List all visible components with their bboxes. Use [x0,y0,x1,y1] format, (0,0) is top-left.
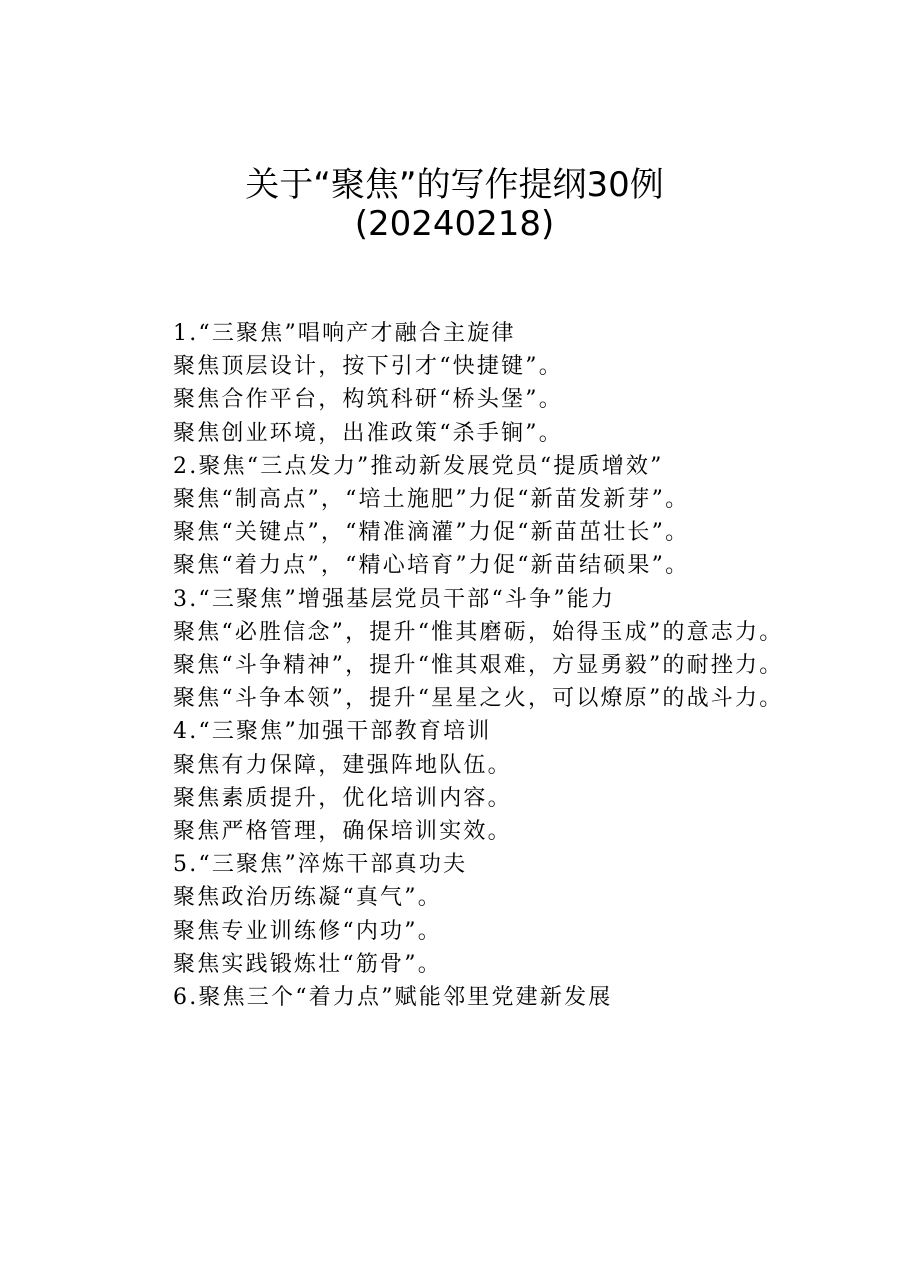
body-paragraph: 聚焦“制高点”，“培土施肥”力促“新苗发新芽”。 [173,487,690,513]
body-paragraph: 聚焦“斗争精神”，提升“惟其艰难，方显勇毅”的耐挫力。 [173,653,784,679]
body-paragraph: 聚焦“必胜信念”，提升“惟其磨砺，始得玉成”的意志力。 [173,619,784,645]
document-date: (20240218) [354,204,555,244]
section-heading: 4.“三聚焦”加强干部教育培训 [173,719,492,745]
body-paragraph: 聚焦实践锻炼壮“筋骨”。 [173,951,442,977]
body-paragraph: 聚焦专业训练修“内功”。 [173,918,442,944]
body-paragraph: 聚焦“关键点”，“精准滴灌”力促“新苗茁壮长”。 [173,520,690,546]
section-heading: 5.“三聚焦”淬炼干部真功夫 [173,852,468,878]
body-paragraph: 聚焦顶层设计，按下引才“快捷键”。 [173,354,563,380]
section-heading: 6.聚焦三个“着力点”赋能邻里党建新发展 [173,985,613,1011]
body-paragraph: 聚焦有力保障，建强阵地队伍。 [173,752,512,778]
document-body [123,317,798,1014]
section-heading: 1.“三聚焦”唱响产才融合主旋律 [173,321,516,346]
body-paragraph: 聚焦合作平台，构筑科研“桥头堡”。 [173,387,563,413]
body-paragraph: 聚焦严格管理，确保培训实效。 [173,819,512,845]
body-paragraph: 聚焦创业环境，出准政策“杀手锏”。 [173,420,563,446]
body-paragraph: 聚焦“斗争本领”，提升“星星之火，可以燎原”的战斗力。 [173,686,784,712]
body-paragraph: 聚焦政治历练凝“真气”。 [173,885,442,911]
section-heading: 2.聚焦“三点发力”推动新发展党员“提质增效” [173,453,664,479]
body-paragraph: 聚焦素质提升，优化培训内容。 [173,785,512,811]
body-paragraph: 聚焦“着力点”，“精心培育”力促“新苗结硕果”。 [173,553,690,579]
section-heading: 3.“三聚焦”增强基层党员干部“斗争”能力 [173,586,616,612]
document-title: 关于“聚焦”的写作提纲30例 [245,165,664,205]
